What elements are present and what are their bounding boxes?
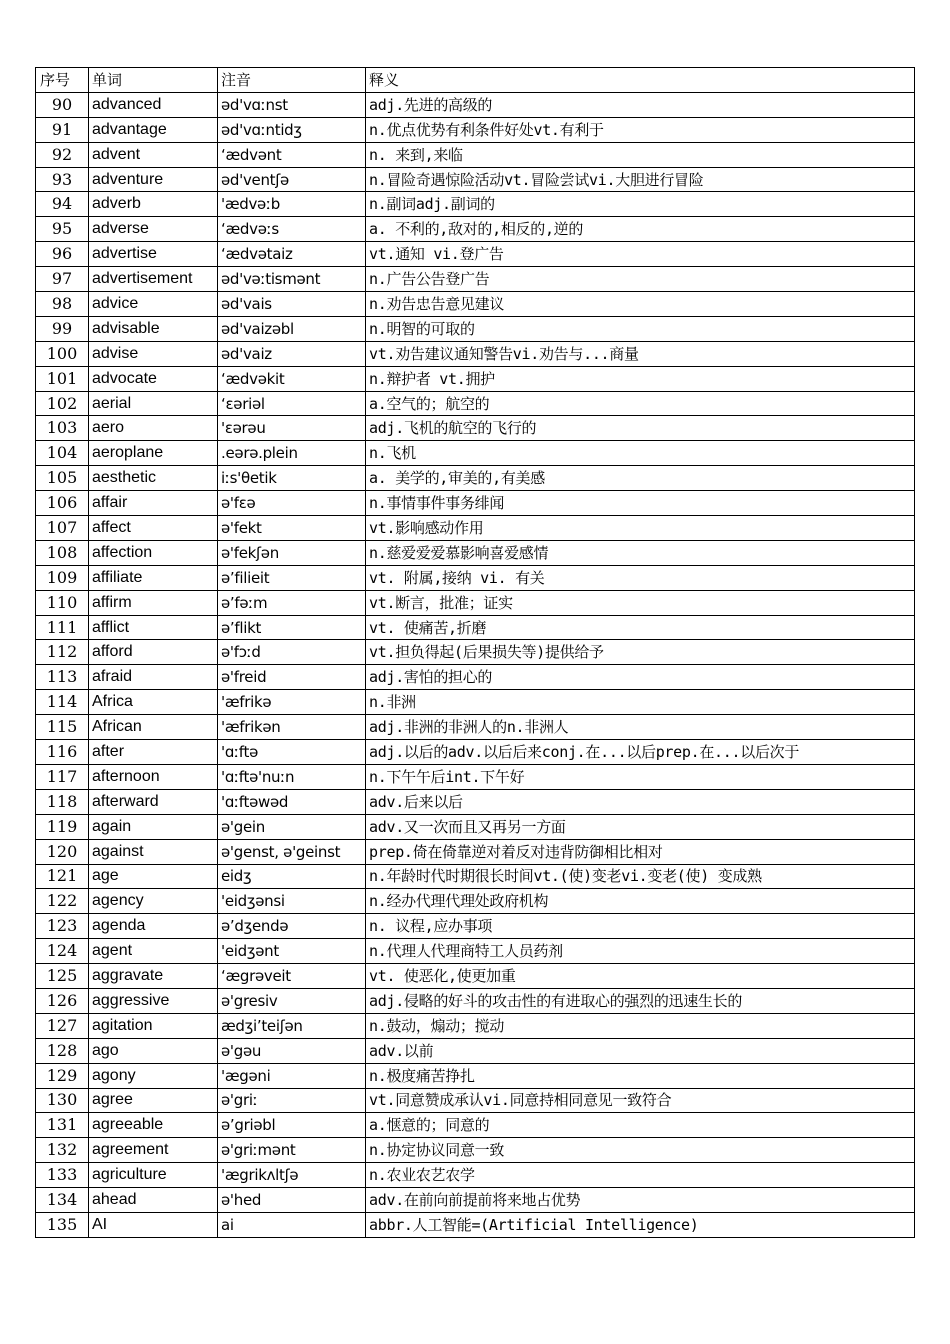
cell-index: 93 [36, 167, 89, 192]
cell-definition: vt.担负得起(后果损失等)提供给予 [366, 640, 915, 665]
cell-index: 116 [36, 740, 89, 765]
cell-index: 94 [36, 192, 89, 217]
cell-word: afflict [89, 615, 218, 640]
table-row [36, 416, 915, 441]
cell-index: 96 [36, 242, 89, 267]
table-row [36, 242, 915, 267]
cell-word: after [89, 740, 218, 765]
table-row [36, 441, 915, 466]
cell-index: 103 [36, 416, 89, 441]
cell-phonetic: ‘ædvəkit [218, 366, 366, 391]
table-row [36, 939, 915, 964]
cell-definition: a.空气的；航空的 [366, 391, 915, 416]
cell-definition: n.明智的可取的 [366, 316, 915, 341]
table-row [36, 366, 915, 391]
cell-index: 115 [36, 715, 89, 740]
cell-definition: n.广告公告登广告 [366, 267, 915, 292]
cell-index: 111 [36, 615, 89, 640]
cell-word: advisable [89, 316, 218, 341]
cell-word: advocate [89, 366, 218, 391]
cell-definition: n.冒险奇遇惊险活动vt.冒险尝试vi.大胆进行冒险 [366, 167, 915, 192]
cell-phonetic: ə'griːmənt [218, 1138, 366, 1163]
cell-word: afraid [89, 665, 218, 690]
cell-index: 124 [36, 939, 89, 964]
cell-word: against [89, 839, 218, 864]
cell-index: 121 [36, 864, 89, 889]
cell-index: 109 [36, 565, 89, 590]
table-row [36, 839, 915, 864]
cell-definition: vt.断言，批准；证实 [366, 590, 915, 615]
cell-phonetic: əd'ventʃə [218, 167, 366, 192]
cell-word: aesthetic [89, 466, 218, 491]
table-row [36, 217, 915, 242]
cell-phonetic: ə'hed [218, 1188, 366, 1213]
cell-phonetic: 'ægəni [218, 1063, 366, 1088]
cell-index: 112 [36, 640, 89, 665]
cell-index: 108 [36, 540, 89, 565]
cell-definition: n.鼓动，煽动；搅动 [366, 1013, 915, 1038]
cell-word: advantage [89, 117, 218, 142]
cell-phonetic: əd'vɑːnst [218, 92, 366, 117]
table-row [36, 142, 915, 167]
cell-word: agenda [89, 914, 218, 939]
table-row [36, 391, 915, 416]
cell-word: affect [89, 516, 218, 541]
cell-definition: adj.以后的adv.以后后来conj.在...以后prep.在...以后次于 [366, 740, 915, 765]
cell-phonetic: ə’fəːm [218, 590, 366, 615]
header-definition: 释义 [366, 68, 915, 93]
cell-index: 113 [36, 665, 89, 690]
cell-definition: vt. 使痛苦,折磨 [366, 615, 915, 640]
cell-index: 126 [36, 988, 89, 1013]
cell-index: 98 [36, 292, 89, 317]
table-row [36, 466, 915, 491]
cell-index: 123 [36, 914, 89, 939]
cell-definition: vt.劝告建议通知警告vi.劝告与...商量 [366, 341, 915, 366]
cell-definition: vt. 使恶化,使更加重 [366, 964, 915, 989]
table-row [36, 964, 915, 989]
table-row [36, 267, 915, 292]
cell-definition: n.年龄时代时期很长时间vt.(使)变老vi.变老(使) 变成熟 [366, 864, 915, 889]
cell-index: 101 [36, 366, 89, 391]
table-row [36, 914, 915, 939]
cell-phonetic: ə’griəbl [218, 1113, 366, 1138]
table-row [36, 316, 915, 341]
cell-phonetic: ə'freid [218, 665, 366, 690]
table-row [36, 740, 915, 765]
cell-phonetic: 'ægrikʌltʃə [218, 1163, 366, 1188]
table-row [36, 889, 915, 914]
cell-phonetic: ə'gresiv [218, 988, 366, 1013]
table-row [36, 615, 915, 640]
cell-index: 95 [36, 217, 89, 242]
cell-word: affection [89, 540, 218, 565]
cell-index: 106 [36, 491, 89, 516]
cell-definition: n.极度痛苦挣扎 [366, 1063, 915, 1088]
cell-phonetic: ‘ædvənt [218, 142, 366, 167]
cell-phonetic: ə'fekʃən [218, 540, 366, 565]
cell-definition: adv.后来以后 [366, 789, 915, 814]
cell-phonetic: ‘ædvətaiz [218, 242, 366, 267]
cell-word: ago [89, 1038, 218, 1063]
cell-index: 114 [36, 690, 89, 715]
cell-word: afford [89, 640, 218, 665]
cell-index: 118 [36, 789, 89, 814]
cell-definition: vt.通知 vi.登广告 [366, 242, 915, 267]
table-row [36, 516, 915, 541]
cell-definition: n.辩护者 vt.拥护 [366, 366, 915, 391]
table-row [36, 814, 915, 839]
cell-word: agency [89, 889, 218, 914]
table-row [36, 640, 915, 665]
table-row [36, 590, 915, 615]
cell-index: 129 [36, 1063, 89, 1088]
cell-index: 92 [36, 142, 89, 167]
table-row [36, 1163, 915, 1188]
cell-index: 128 [36, 1038, 89, 1063]
cell-word: again [89, 814, 218, 839]
cell-word: advent [89, 142, 218, 167]
cell-definition: adv.在前向前提前将来地占优势 [366, 1188, 915, 1213]
cell-phonetic: əd'vais [218, 292, 366, 317]
cell-phonetic: eidʒ [218, 864, 366, 889]
cell-phonetic: ædʒi’teiʃən [218, 1013, 366, 1038]
table-row [36, 764, 915, 789]
cell-index: 135 [36, 1212, 89, 1237]
cell-word: agitation [89, 1013, 218, 1038]
cell-index: 90 [36, 92, 89, 117]
cell-word: age [89, 864, 218, 889]
cell-index: 130 [36, 1088, 89, 1113]
cell-word: agent [89, 939, 218, 964]
cell-phonetic: ə’flikt [218, 615, 366, 640]
cell-phonetic: ‘ɛəriəl [218, 391, 366, 416]
cell-word: Africa [89, 690, 218, 715]
cell-index: 125 [36, 964, 89, 989]
cell-word: agriculture [89, 1163, 218, 1188]
cell-phonetic: 'ɑːftə'nuːn [218, 764, 366, 789]
cell-definition: n. 来到,来临 [366, 142, 915, 167]
cell-word: African [89, 715, 218, 740]
cell-phonetic: 'eidʒənt [218, 939, 366, 964]
cell-word: agreement [89, 1138, 218, 1163]
cell-index: 91 [36, 117, 89, 142]
cell-word: aero [89, 416, 218, 441]
cell-phonetic: əd'vɑːntidʒ [218, 117, 366, 142]
cell-definition: prep.倚在倚靠逆对着反对违背防御相比相对 [366, 839, 915, 864]
cell-phonetic: ə'gəu [218, 1038, 366, 1063]
cell-definition: vt. 附属,接纳 vi. 有关 [366, 565, 915, 590]
vocabulary-table [35, 67, 915, 1238]
cell-index: 105 [36, 466, 89, 491]
cell-phonetic: ai [218, 1212, 366, 1237]
cell-definition: n.飞机 [366, 441, 915, 466]
cell-index: 117 [36, 764, 89, 789]
cell-definition: n.非洲 [366, 690, 915, 715]
cell-word: affair [89, 491, 218, 516]
cell-definition: n.代理人代理商特工人员药剂 [366, 939, 915, 964]
cell-phonetic: ə’dʒendə [218, 914, 366, 939]
table-row [36, 491, 915, 516]
cell-definition: a.惬意的；同意的 [366, 1113, 915, 1138]
cell-definition: vt.同意赞成承认vi.同意持相同意见一致符合 [366, 1088, 915, 1113]
table-row [36, 92, 915, 117]
cell-word: agreeable [89, 1113, 218, 1138]
cell-phonetic: əd'vaiz [218, 341, 366, 366]
table-row [36, 540, 915, 565]
cell-index: 120 [36, 839, 89, 864]
cell-word: AI [89, 1212, 218, 1237]
cell-phonetic: 'eidʒənsi [218, 889, 366, 914]
cell-definition: n.协定协议同意一致 [366, 1138, 915, 1163]
table-row [36, 1088, 915, 1113]
cell-word: aerial [89, 391, 218, 416]
cell-definition: n.副词adj.副词的 [366, 192, 915, 217]
table-row [36, 117, 915, 142]
cell-phonetic: 'ɑːftə [218, 740, 366, 765]
cell-definition: adj.侵略的好斗的攻击性的有进取心的强烈的迅速生长的 [366, 988, 915, 1013]
cell-phonetic: 'ɑːftəwəd [218, 789, 366, 814]
cell-definition: n. 议程,应办事项 [366, 914, 915, 939]
table-row [36, 341, 915, 366]
cell-definition: a. 美学的,审美的,有美感 [366, 466, 915, 491]
cell-word: advertise [89, 242, 218, 267]
cell-index: 99 [36, 316, 89, 341]
cell-word: affiliate [89, 565, 218, 590]
cell-index: 122 [36, 889, 89, 914]
cell-phonetic: ə'griː [218, 1088, 366, 1113]
table-row [36, 1188, 915, 1213]
cell-word: advertisement [89, 267, 218, 292]
cell-definition: adj.先进的高级的 [366, 92, 915, 117]
table-row [36, 192, 915, 217]
cell-phonetic: ə'gein [218, 814, 366, 839]
cell-phonetic: ə'fɔːd [218, 640, 366, 665]
cell-definition: n.下午午后int.下午好 [366, 764, 915, 789]
cell-index: 131 [36, 1113, 89, 1138]
cell-definition: adj.非洲的非洲人的n.非洲人 [366, 715, 915, 740]
cell-phonetic: ə'fɛə [218, 491, 366, 516]
table-row [36, 690, 915, 715]
table-row [36, 565, 915, 590]
cell-definition: adj.飞机的航空的飞行的 [366, 416, 915, 441]
table-row [36, 665, 915, 690]
cell-word: aggressive [89, 988, 218, 1013]
cell-phonetic: iːs'θetik [218, 466, 366, 491]
header-word: 单词 [89, 68, 218, 93]
cell-index: 127 [36, 1013, 89, 1038]
cell-definition: n.事情事件事务绯闻 [366, 491, 915, 516]
cell-phonetic: ə'fekt [218, 516, 366, 541]
cell-word: aeroplane [89, 441, 218, 466]
cell-index: 134 [36, 1188, 89, 1213]
header-index: 序号 [36, 68, 89, 93]
table-row [36, 864, 915, 889]
cell-index: 107 [36, 516, 89, 541]
header-phonetic: 注音 [218, 68, 366, 93]
cell-phonetic: 'æfrikə [218, 690, 366, 715]
table-row [36, 1113, 915, 1138]
cell-phonetic: əd'vəːtismənt [218, 267, 366, 292]
table-row [36, 715, 915, 740]
table-row [36, 1212, 915, 1237]
cell-index: 110 [36, 590, 89, 615]
header-row [36, 68, 915, 93]
cell-phonetic: .eərə.plein [218, 441, 366, 466]
cell-word: adverse [89, 217, 218, 242]
table-row [36, 1038, 915, 1063]
cell-index: 119 [36, 814, 89, 839]
cell-definition: a. 不利的,敌对的,相反的,逆的 [366, 217, 915, 242]
cell-word: advise [89, 341, 218, 366]
cell-word: afterward [89, 789, 218, 814]
cell-word: afternoon [89, 764, 218, 789]
cell-index: 100 [36, 341, 89, 366]
table-row [36, 292, 915, 317]
cell-word: advice [89, 292, 218, 317]
cell-definition: n.慈爱爱爱慕影响喜爱感情 [366, 540, 915, 565]
cell-phonetic: ‘ædvəːs [218, 217, 366, 242]
cell-definition: abbr.人工智能=(Artificial Intelligence) [366, 1212, 915, 1237]
cell-definition: n.劝告忠告意见建议 [366, 292, 915, 317]
table-row [36, 789, 915, 814]
cell-definition: vt.影响感动作用 [366, 516, 915, 541]
cell-word: advanced [89, 92, 218, 117]
table-row [36, 1013, 915, 1038]
cell-definition: n.优点优势有利条件好处vt.有利于 [366, 117, 915, 142]
cell-phonetic: ə'genst, ə'geinst [218, 839, 366, 864]
cell-index: 97 [36, 267, 89, 292]
cell-index: 132 [36, 1138, 89, 1163]
cell-index: 133 [36, 1163, 89, 1188]
cell-word: ahead [89, 1188, 218, 1213]
cell-index: 102 [36, 391, 89, 416]
cell-word: agony [89, 1063, 218, 1088]
cell-word: adventure [89, 167, 218, 192]
cell-definition: n.经办代理代理处政府机构 [366, 889, 915, 914]
cell-phonetic: ə’filieit [218, 565, 366, 590]
cell-word: adverb [89, 192, 218, 217]
cell-word: affirm [89, 590, 218, 615]
cell-definition: adj.害怕的担心的 [366, 665, 915, 690]
table-row [36, 1063, 915, 1088]
cell-phonetic: 'æfrikən [218, 715, 366, 740]
cell-phonetic: 'ɛərəu [218, 416, 366, 441]
table-row [36, 988, 915, 1013]
cell-definition: n.农业农艺农学 [366, 1163, 915, 1188]
cell-definition: adv.又一次而且又再另一方面 [366, 814, 915, 839]
cell-phonetic: əd'vaizəbl [218, 316, 366, 341]
cell-word: agree [89, 1088, 218, 1113]
cell-phonetic: 'ædvəːb [218, 192, 366, 217]
table-row [36, 167, 915, 192]
cell-index: 104 [36, 441, 89, 466]
cell-word: aggravate [89, 964, 218, 989]
cell-definition: adv.以前 [366, 1038, 915, 1063]
table-body [36, 92, 915, 1237]
table-row [36, 1138, 915, 1163]
cell-phonetic: ‘ægrəveit [218, 964, 366, 989]
